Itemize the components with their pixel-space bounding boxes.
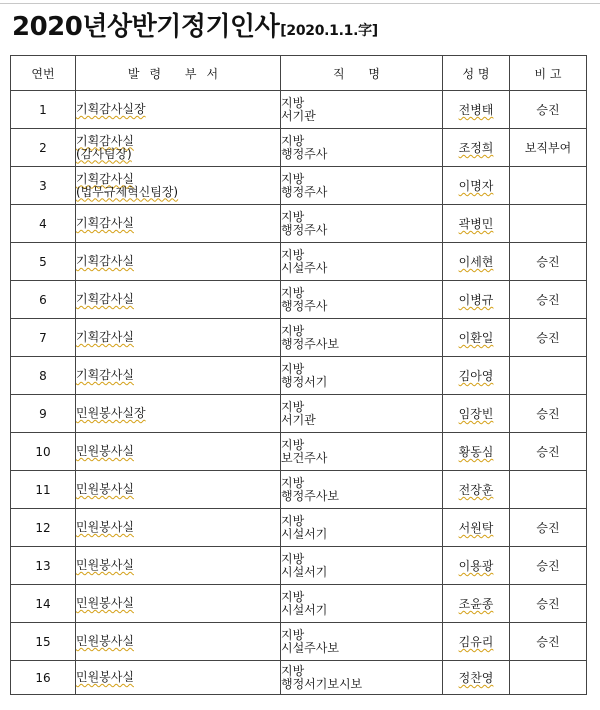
cell-name	[443, 433, 510, 471]
header-note: 비 고	[510, 56, 587, 91]
person-name: 곽병민	[458, 217, 494, 231]
cell-note: 승진	[510, 243, 587, 281]
table-row	[11, 205, 587, 243]
table-row	[11, 547, 587, 585]
cell-note: 승진	[510, 623, 587, 661]
cell-dept	[76, 433, 281, 471]
table-row	[11, 585, 587, 623]
position-line: 행정서기보시보	[281, 676, 363, 691]
person-name: 전병태	[458, 103, 494, 117]
cell-note	[510, 205, 587, 243]
position-line: 행정주사	[281, 146, 328, 161]
person-name: 이병규	[458, 293, 494, 307]
cell-name	[443, 205, 510, 243]
header-row	[11, 56, 587, 91]
table-body	[11, 91, 587, 695]
position-line: 시설서기	[281, 602, 328, 617]
title-date: [2020.1.1.字]	[280, 23, 378, 39]
person-name: 이세현	[458, 255, 494, 269]
dept-line: 기획감사실	[76, 133, 134, 148]
cell-note: 승진	[510, 547, 587, 585]
cell-position	[281, 433, 443, 471]
position-line: 지방	[281, 399, 305, 414]
cell-num: 10	[11, 433, 76, 471]
cell-position	[281, 585, 443, 623]
position-line: 시설서기	[281, 526, 328, 541]
cell-note: 승진	[510, 91, 587, 129]
dept-line: 민원봉사실	[76, 596, 134, 610]
cell-dept	[76, 243, 281, 281]
cell-dept	[76, 471, 281, 509]
dept-line: 기획감사실	[76, 368, 134, 382]
table-row	[11, 623, 587, 661]
position-line: 지방	[281, 513, 305, 528]
dept-line: 민원봉사실	[76, 670, 134, 684]
personnel-table	[10, 55, 587, 695]
person-name: 황동심	[458, 445, 494, 459]
cell-note: 승진	[510, 509, 587, 547]
cell-note	[510, 357, 587, 395]
person-name: 이환일	[458, 331, 494, 345]
dept-line: (감사팀장)	[76, 146, 132, 161]
cell-position	[281, 509, 443, 547]
cell-name	[443, 661, 510, 695]
table-row	[11, 281, 587, 319]
person-name: 전장훈	[458, 483, 494, 497]
cell-note: 승진	[510, 433, 587, 471]
cell-position	[281, 319, 443, 357]
cell-note: 승진	[510, 319, 587, 357]
person-name: 이용광	[458, 559, 494, 573]
position-line: 행정주사보	[281, 336, 339, 351]
position-line: 서기관	[281, 412, 316, 427]
person-name: 조윤종	[458, 597, 494, 611]
cell-position	[281, 91, 443, 129]
cell-name	[443, 129, 510, 167]
cell-note: 보직부여	[510, 129, 587, 167]
cell-dept	[76, 547, 281, 585]
cell-position	[281, 471, 443, 509]
position-line: 시설주사	[281, 260, 328, 275]
dept-line: 기획감사실	[76, 330, 134, 344]
cell-num: 11	[11, 471, 76, 509]
cell-note: 승진	[510, 281, 587, 319]
document-title	[12, 8, 378, 44]
cell-note: 승진	[510, 585, 587, 623]
table-row	[11, 243, 587, 281]
header-num: 연번	[11, 56, 76, 91]
position-line: 지방	[281, 285, 305, 300]
position-line: 지방	[281, 437, 305, 452]
position-line: 시설주사보	[281, 640, 339, 655]
cell-note	[510, 167, 587, 205]
cell-num: 6	[11, 281, 76, 319]
cell-num: 14	[11, 585, 76, 623]
table-row	[11, 471, 587, 509]
cell-position	[281, 661, 443, 695]
person-name: 조정희	[458, 141, 494, 155]
position-line: 행정서기	[281, 374, 328, 389]
cell-num: 12	[11, 509, 76, 547]
dept-line: 민원봉사실	[76, 444, 134, 458]
table-row	[11, 167, 587, 205]
cell-dept	[76, 395, 281, 433]
cell-num: 1	[11, 91, 76, 129]
position-line: 시설서기	[281, 564, 328, 579]
dept-line: 민원봉사실	[76, 634, 134, 648]
person-name: 정찬영	[458, 671, 494, 685]
table-row	[11, 319, 587, 357]
position-line: 지방	[281, 95, 305, 110]
position-line: 지방	[281, 171, 305, 186]
cell-note	[510, 471, 587, 509]
cell-num: 5	[11, 243, 76, 281]
dept-line: 민원봉사실장	[76, 406, 146, 420]
person-name: 김유리	[458, 635, 494, 649]
cell-dept	[76, 281, 281, 319]
dept-line: 기획감사실	[76, 254, 134, 268]
table-row	[11, 661, 587, 695]
cell-position	[281, 129, 443, 167]
cell-dept	[76, 509, 281, 547]
cell-name	[443, 509, 510, 547]
cell-name	[443, 167, 510, 205]
cell-dept	[76, 129, 281, 167]
cell-position	[281, 243, 443, 281]
cell-num: 8	[11, 357, 76, 395]
cell-position	[281, 205, 443, 243]
position-line: 지방	[281, 663, 305, 678]
cell-name	[443, 395, 510, 433]
cell-position	[281, 547, 443, 585]
cell-position	[281, 281, 443, 319]
cell-dept	[76, 357, 281, 395]
cell-position	[281, 167, 443, 205]
cell-num: 2	[11, 129, 76, 167]
table-row	[11, 129, 587, 167]
header-dept: 발령 부서	[76, 56, 281, 91]
position-line: 지방	[281, 247, 305, 262]
cell-name	[443, 281, 510, 319]
page-top-rule	[0, 3, 600, 4]
cell-num: 3	[11, 167, 76, 205]
table-row	[11, 357, 587, 395]
position-line: 행정주사	[281, 184, 328, 199]
position-line: 지방	[281, 133, 305, 148]
position-line: 서기관	[281, 108, 316, 123]
person-name: 임장빈	[458, 407, 494, 421]
position-line: 지방	[281, 627, 305, 642]
cell-num: 4	[11, 205, 76, 243]
cell-dept	[76, 205, 281, 243]
dept-line: 민원봉사실	[76, 482, 134, 496]
cell-dept	[76, 167, 281, 205]
dept-line: 기획감사실	[76, 292, 134, 306]
table-row	[11, 433, 587, 471]
cell-note: 승진	[510, 395, 587, 433]
position-line: 행정주사보	[281, 488, 339, 503]
cell-dept	[76, 585, 281, 623]
cell-name	[443, 243, 510, 281]
cell-dept	[76, 661, 281, 695]
cell-position	[281, 357, 443, 395]
header-name: 성 명	[443, 56, 510, 91]
position-line: 지방	[281, 589, 305, 604]
table-row	[11, 91, 587, 129]
person-name: 김아영	[458, 369, 494, 383]
cell-name	[443, 585, 510, 623]
position-line: 행정주사	[281, 298, 328, 313]
cell-position	[281, 623, 443, 661]
position-line: 지방	[281, 209, 305, 224]
dept-line: 민원봉사실	[76, 558, 134, 572]
cell-dept	[76, 91, 281, 129]
dept-line: 기획감사실	[76, 171, 134, 186]
cell-num: 7	[11, 319, 76, 357]
header-position: 직 명	[281, 56, 443, 91]
cell-note	[510, 661, 587, 695]
cell-position	[281, 395, 443, 433]
position-line: 지방	[281, 475, 305, 490]
dept-line: 민원봉사실	[76, 520, 134, 534]
table-row	[11, 509, 587, 547]
cell-num: 9	[11, 395, 76, 433]
cell-name	[443, 471, 510, 509]
cell-name	[443, 623, 510, 661]
cell-dept	[76, 319, 281, 357]
cell-name	[443, 319, 510, 357]
table-row	[11, 395, 587, 433]
title-main: 2020년상반기정기인사	[12, 12, 280, 42]
position-line: 지방	[281, 551, 305, 566]
position-line: 지방	[281, 323, 305, 338]
cell-name	[443, 547, 510, 585]
person-name: 이명자	[458, 179, 494, 193]
dept-line: (법무규제혁신팀장)	[76, 184, 179, 199]
cell-num: 13	[11, 547, 76, 585]
dept-line: 기획감사실	[76, 216, 134, 230]
cell-num: 15	[11, 623, 76, 661]
person-name: 서원탁	[458, 521, 494, 535]
cell-name	[443, 91, 510, 129]
dept-line: 기획감사실장	[76, 102, 146, 116]
position-line: 행정주사	[281, 222, 328, 237]
position-line: 지방	[281, 361, 305, 376]
cell-num: 16	[11, 661, 76, 695]
cell-dept	[76, 623, 281, 661]
position-line: 보건주사	[281, 450, 328, 465]
cell-name	[443, 357, 510, 395]
